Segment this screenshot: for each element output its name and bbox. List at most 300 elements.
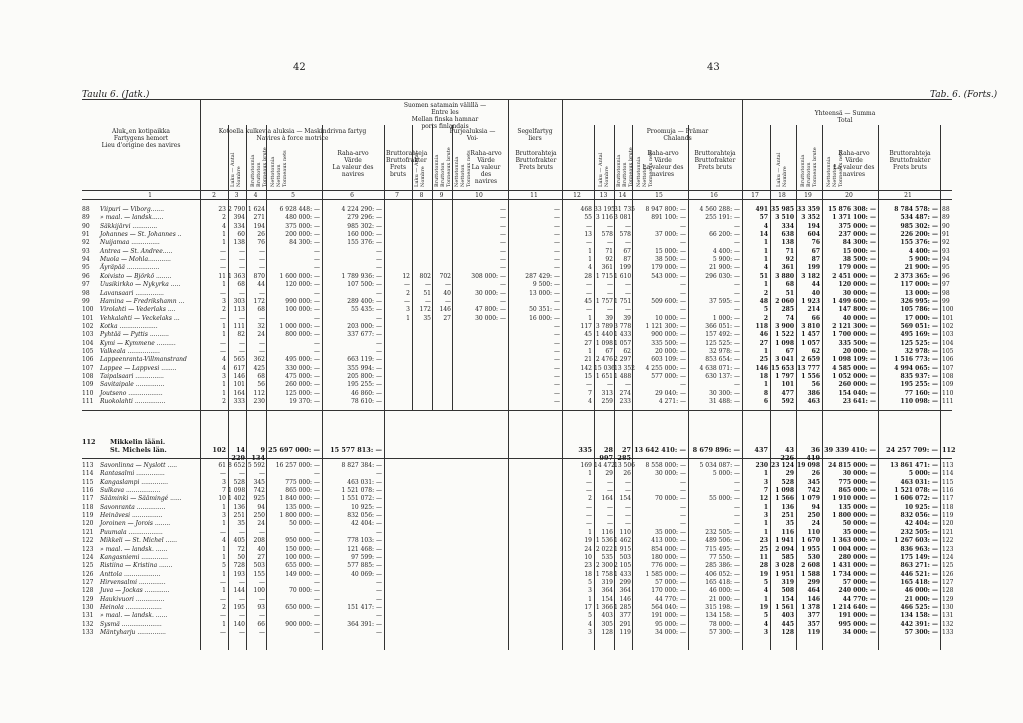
- row-number-end: 124: [942, 553, 954, 561]
- place-name: Hirvensalmi ..............: [100, 578, 166, 586]
- cell-c5: —: [314, 612, 320, 620]
- place-name: Virolahti — Vederlaks ....: [100, 306, 176, 314]
- cell-c3: 405: [233, 537, 245, 545]
- cell-c19: 3 182: [801, 272, 820, 280]
- header-count-sail: Luku — Antal Nombre: [414, 152, 426, 187]
- cell-c12: —: [586, 289, 592, 297]
- place-name: Uusikirkko — Nykyrka .....: [100, 281, 181, 289]
- cell-c4: —: [259, 612, 265, 620]
- section-c21: 24 257 709: —: [886, 446, 938, 454]
- row-number-end: 93: [942, 247, 950, 255]
- cell-c12: 4: [588, 398, 592, 406]
- cell-c5: 1 600 000: —: [279, 272, 320, 280]
- cell-c19: 386: [807, 389, 820, 397]
- cell-c13: 305: [601, 620, 613, 628]
- cell-c10: —: [500, 214, 506, 222]
- cell-c6: 121 468: —: [347, 545, 382, 553]
- cell-c15: —: [680, 512, 686, 520]
- cell-c17: 4: [763, 620, 768, 628]
- cell-c13: 2 300: [595, 562, 613, 570]
- cell-c13: 578: [601, 231, 613, 239]
- cell-c2: 61: [218, 462, 226, 469]
- cell-c5: 480 000: —: [285, 214, 320, 222]
- cell-c5: 200 000: —: [285, 231, 320, 239]
- table-row: [0, 231, 1023, 239]
- row-number: 118: [82, 503, 94, 511]
- cell-c16: 255 191: —: [705, 214, 740, 222]
- cell-c14: 87: [623, 256, 631, 264]
- cell-c16: 125 525: —: [705, 339, 740, 347]
- cell-c19: 13 777: [797, 364, 820, 372]
- cell-c19: 3 810: [801, 322, 820, 330]
- cell-c21: 226 200: —: [900, 231, 938, 239]
- cell-c3: 138: [233, 239, 245, 247]
- place-name: Joroinen — Jorois ........: [100, 520, 171, 528]
- cell-c4: 5 592: [247, 462, 265, 469]
- place-name: Kangaslampi ..............: [100, 478, 168, 486]
- cell-c11: 50 351: —: [529, 306, 560, 314]
- cell-c17: 4: [763, 222, 768, 230]
- cell-c18: 35 985: [771, 206, 794, 213]
- cell-c3: 728: [233, 562, 245, 570]
- cell-c17: 1: [763, 347, 768, 355]
- column-number: 16: [710, 192, 718, 199]
- place-name: Vehkalahti — Veckelaks ...: [100, 314, 180, 322]
- cell-c17: 28: [759, 562, 768, 570]
- cell-c20: 35 000: —: [842, 528, 876, 536]
- cell-c15: —: [680, 306, 686, 314]
- table-row: [0, 398, 1023, 406]
- row-number: 125: [82, 562, 94, 570]
- row-number-end: 120: [942, 520, 954, 528]
- cell-c20: 15 876 308: —: [828, 206, 876, 213]
- cell-c2: 5: [222, 562, 226, 570]
- cell-c14: 31 735: [614, 206, 635, 213]
- cell-c5: 1 840 000: —: [279, 495, 320, 503]
- cell-c14: 578: [619, 231, 631, 239]
- cell-c15: 603 109: —: [651, 356, 686, 364]
- cell-c3: 50: [237, 553, 245, 561]
- cell-c3: —: [239, 314, 245, 322]
- table-row: [0, 390, 1023, 398]
- section-number: 112: [82, 438, 96, 446]
- cell-c21: 1 516 773: —: [894, 356, 938, 364]
- cell-c3: 1 363: [228, 272, 246, 280]
- cell-c18: 1 561: [775, 603, 794, 611]
- row-number: 121: [82, 528, 94, 536]
- cell-c19: 742: [807, 487, 820, 495]
- header-freight-barge: Bruttorahteja Bruttofrakter Frets bruts: [694, 150, 736, 171]
- cell-c6: 55 435: —: [351, 306, 382, 314]
- cell-c21: 836 963: —: [900, 545, 938, 553]
- cell-c19: 604: [807, 231, 820, 239]
- cell-c2: 10: [218, 495, 226, 503]
- cell-c14: —: [625, 512, 631, 520]
- cell-c12: 45: [584, 331, 592, 339]
- place-name: Johannes — St. Johannes ..: [100, 231, 182, 239]
- cell-c2: 1: [222, 231, 226, 239]
- cell-c13: 1 536: [595, 537, 613, 545]
- place-name: Mikkeli — St. Michel ......: [100, 537, 177, 545]
- cell-c20: 2 451 000: —: [832, 272, 876, 280]
- place-name: Kotka ....................: [100, 322, 158, 330]
- cell-c5: 150 000: —: [285, 545, 320, 553]
- cell-c16: 165 418: —: [705, 578, 740, 586]
- cell-c7: 1: [406, 314, 410, 322]
- row-number-end: 123: [942, 545, 954, 553]
- cell-c19: 530: [807, 553, 820, 561]
- cell-c15: 8 558 000: —: [645, 462, 686, 469]
- table-row: [0, 206, 1023, 214]
- row-number: 113: [82, 462, 94, 469]
- cell-c12: 1: [588, 247, 592, 255]
- cell-c21: 863 271: —: [900, 562, 938, 570]
- cell-c4: 94: [257, 503, 265, 511]
- cell-c12: —: [586, 520, 592, 528]
- cell-c2: 3: [222, 478, 226, 486]
- table-row: [0, 495, 1023, 503]
- cell-c3: 164: [233, 389, 245, 397]
- cell-c14: 146: [619, 595, 631, 603]
- row-number: 90: [82, 222, 90, 230]
- place-name: Sulkava ..................: [100, 487, 161, 495]
- cell-c12: 1: [588, 256, 592, 264]
- cell-c19: 62: [811, 347, 820, 355]
- cell-c21: 21 900: —: [904, 264, 938, 272]
- table-row: [0, 596, 1023, 604]
- cell-c19: 194: [807, 222, 820, 230]
- cell-c13: 2 022: [595, 545, 613, 553]
- header-value: Raha-arvo Värde La valeur des navires: [332, 150, 374, 178]
- place-name: Kangasniemi ..............: [100, 553, 168, 561]
- cell-c19: 76: [811, 239, 820, 247]
- cell-c4: —: [259, 578, 265, 586]
- place-name: Kymi — Kymmene ..........: [100, 339, 176, 347]
- cell-c17: 51: [759, 272, 768, 280]
- cell-c12: 13: [584, 231, 592, 239]
- cell-c6: 663 119: —: [347, 356, 382, 364]
- place-name: Sääminki — Säämingé ......: [100, 495, 182, 503]
- cell-c15: 35 000: —: [655, 528, 686, 536]
- row-number-end: 114: [942, 470, 954, 478]
- row-number-end: 107: [942, 364, 954, 372]
- cell-c5: 135 000: —: [285, 503, 320, 511]
- place-name: Savonlinna — Nyslott .....: [100, 462, 178, 469]
- cell-c15: —: [680, 239, 686, 247]
- cell-c3: 72: [237, 545, 245, 553]
- cell-c4: 155: [253, 570, 265, 578]
- row-number: 111: [82, 398, 94, 406]
- cell-c9: 40: [443, 289, 451, 297]
- cell-c21: 5 900: —: [908, 256, 938, 264]
- cell-c20: 865 000: —: [838, 487, 876, 495]
- place-name: Heinävesi ................: [100, 512, 163, 520]
- row-number-end: 97: [942, 281, 950, 289]
- cell-c2: —: [220, 339, 226, 347]
- cell-c13: 15 036: [594, 364, 615, 372]
- cell-c14: 291: [619, 620, 631, 628]
- cell-c21: 8 784 578: —: [894, 206, 938, 213]
- cell-c13: —: [607, 239, 613, 247]
- cell-c13: 164: [601, 495, 613, 503]
- cell-c21: 832 056: —: [900, 512, 938, 520]
- cell-c3: 394: [233, 214, 245, 222]
- cell-c19: 345: [807, 478, 820, 486]
- cell-c2: 1: [222, 503, 226, 511]
- cell-c18: 3 510: [775, 214, 794, 222]
- cell-c5: 650 000: —: [285, 603, 320, 611]
- cell-c15: 37 000: —: [655, 231, 686, 239]
- cell-c20: 995 000: —: [838, 620, 876, 628]
- cell-c4: 68: [257, 373, 265, 380]
- cell-c20: 1 431 000: —: [832, 562, 876, 570]
- cell-c20: 179 000: —: [838, 264, 876, 272]
- cell-c17: 48: [759, 297, 768, 305]
- table-row: [0, 520, 1023, 528]
- cell-c2: —: [220, 595, 226, 603]
- cell-c18: 319: [781, 578, 794, 586]
- cell-c6: 78 610: —: [351, 398, 382, 406]
- table-row: [0, 571, 1023, 579]
- row-number-end: 90: [942, 222, 950, 230]
- cell-c16: 285 386: —: [705, 562, 740, 570]
- cell-c21: 155 376: —: [900, 239, 938, 247]
- cell-c5: —: [314, 595, 320, 603]
- cell-c14: 39: [623, 314, 631, 322]
- cell-c5: —: [314, 256, 320, 264]
- cell-c21: 4 994 065: —: [894, 364, 938, 372]
- cell-c14: 2 297: [614, 356, 632, 364]
- cell-c2: 1: [222, 553, 226, 561]
- cell-c2: —: [220, 256, 226, 264]
- cell-c20: 57 000: —: [842, 578, 876, 586]
- place-name: Haukivuori ...............: [100, 595, 165, 603]
- row-number-end: 109: [942, 381, 954, 389]
- row-number: 124: [82, 553, 94, 561]
- cell-c6: 155 376: —: [347, 239, 382, 247]
- cell-c12: 468: [580, 206, 592, 213]
- cell-c13: 364: [601, 587, 613, 595]
- cell-c19: 119: [807, 629, 820, 636]
- cell-c16: 30 300: —: [709, 389, 740, 397]
- header-freight: Bruttorahteja Bruttofrakter Frets bruts: [386, 150, 428, 178]
- cell-c6: 8 827 384: —: [341, 462, 382, 469]
- cell-c8: 172: [419, 306, 431, 314]
- cell-c20: 1 363 000: —: [832, 537, 876, 545]
- cell-c4: 76: [257, 239, 265, 247]
- row-number: 116: [82, 487, 94, 495]
- cell-c5: 1 800 000: —: [279, 512, 320, 520]
- cell-c21: 42 404: —: [904, 520, 938, 528]
- cell-c3: —: [239, 578, 245, 586]
- cell-c6: —: [376, 339, 382, 347]
- table-row: [0, 264, 1023, 272]
- cell-c20: 260 000: —: [838, 381, 876, 389]
- cell-c20: 24 815 000: —: [828, 462, 876, 469]
- cell-c16: —: [734, 306, 740, 314]
- cell-c17: 1: [763, 520, 768, 528]
- cell-c18: 128: [781, 629, 794, 636]
- cell-c14: 364: [619, 587, 631, 595]
- row-number-end: 127: [942, 578, 954, 586]
- cell-c16: 366 051: —: [705, 322, 740, 330]
- cell-c20: 44 770: —: [842, 595, 876, 603]
- cell-c5: 16 257 000: —: [275, 462, 320, 469]
- column-number: 3: [234, 192, 239, 199]
- section-c5: 25 697 000: —: [268, 446, 320, 454]
- table-row: [0, 562, 1023, 570]
- cell-c18: 585: [781, 553, 794, 561]
- cell-c17: 19: [759, 603, 768, 611]
- cell-c14: —: [625, 520, 631, 528]
- cell-c6: —: [376, 264, 382, 272]
- cell-c20: 191 000: —: [838, 612, 876, 620]
- table-title-left: Taulu 6. (Jatk.): [82, 90, 150, 100]
- cell-c12: —: [586, 306, 592, 314]
- cell-c4: —: [259, 339, 265, 347]
- cell-c15: 1 121 300: —: [645, 322, 686, 330]
- table-row: [0, 462, 1023, 470]
- cell-c16: 37 595: —: [709, 297, 740, 305]
- row-number: 126: [82, 570, 94, 578]
- place-name: Valkeala .................: [100, 347, 160, 355]
- cell-c2: 1: [222, 381, 226, 389]
- cell-c5: 1 000 000: —: [279, 322, 320, 330]
- cell-c15: 577 000: —: [651, 373, 686, 380]
- cell-c14: 3 778: [614, 322, 632, 330]
- cell-c18: 1 797: [775, 373, 794, 380]
- cell-c20: 15 000: —: [842, 247, 876, 255]
- cell-c17: 18: [759, 373, 768, 380]
- cell-c16: 134 158: —: [705, 612, 740, 620]
- cell-c4: 250: [253, 512, 265, 520]
- cell-c13: 116: [601, 528, 613, 536]
- cell-c18: 29: [785, 470, 794, 478]
- cell-c2: 4: [222, 364, 226, 372]
- cell-c2: 1: [222, 587, 226, 595]
- cell-c6: —: [376, 587, 382, 595]
- cell-c13: 39: [605, 314, 613, 322]
- cell-c21: 463 031: —: [900, 478, 938, 486]
- cell-c5: 800 000: —: [285, 331, 320, 339]
- place-name: Viipuri — Viborg.......: [100, 206, 165, 213]
- column-number: 7: [395, 192, 399, 199]
- cell-c3: —: [239, 289, 245, 297]
- row-number-end: 130: [942, 603, 954, 611]
- cell-c8: 35: [423, 314, 431, 322]
- cell-c21: 125 525: —: [900, 339, 938, 347]
- cell-c6: 778 103: —: [347, 537, 382, 545]
- cell-c9: —: [445, 281, 451, 289]
- cell-c20: 2 121 300: —: [832, 322, 876, 330]
- cell-c11: —: [554, 389, 560, 397]
- cell-c15: —: [680, 281, 686, 289]
- cell-c12: 55: [584, 214, 592, 222]
- cell-c14: 67: [623, 247, 631, 255]
- cell-c14: 1 610: [614, 272, 632, 280]
- cell-c20: 30 000: —: [842, 470, 876, 478]
- cell-c12: —: [586, 478, 592, 486]
- cell-c16: 46 000: —: [709, 587, 740, 595]
- cell-c4: 44: [257, 281, 265, 289]
- cell-c3: —: [239, 256, 245, 264]
- cell-c20: 154 040: —: [838, 389, 876, 397]
- cell-c15: 10 000: —: [655, 314, 686, 322]
- cell-c13: 2 476: [595, 356, 613, 364]
- cell-c20: 135 000: —: [838, 503, 876, 511]
- row-number-end: 95: [942, 264, 950, 272]
- cell-c17: 230: [755, 462, 768, 469]
- header-barges: Proomuja — Prämar Chalands: [646, 128, 709, 142]
- cell-c5: 70 000: —: [289, 587, 320, 595]
- column-number: 9: [439, 192, 444, 199]
- cell-c9: 27: [443, 314, 451, 322]
- cell-c18: 508: [781, 587, 794, 595]
- section-c12: 335: [578, 446, 592, 454]
- cell-c2: —: [220, 347, 226, 355]
- cell-c12: 1: [588, 595, 592, 603]
- cell-c11: —: [554, 339, 560, 347]
- cell-c19: 1 457: [801, 331, 820, 339]
- cell-c8: 51: [423, 289, 431, 297]
- cell-c6: —: [376, 314, 382, 322]
- cell-c4: 27: [257, 553, 265, 561]
- cell-c17: 14: [759, 231, 768, 239]
- cell-c5: —: [314, 247, 320, 255]
- cell-c3: 1 402: [228, 495, 246, 503]
- cell-c18: 35: [785, 520, 794, 528]
- cell-c12: 5: [588, 612, 592, 620]
- cell-c11: —: [554, 214, 560, 222]
- cell-c12: 1: [588, 314, 592, 322]
- cell-c16: —: [734, 520, 740, 528]
- cell-c12: 24: [584, 545, 592, 553]
- cell-c4: 112: [253, 389, 265, 397]
- cell-c21: 32 978: —: [904, 347, 938, 355]
- cell-c17: 1: [763, 281, 768, 289]
- page-number-left: 42: [293, 62, 306, 73]
- cell-c3: —: [239, 528, 245, 536]
- cell-c14: —: [625, 222, 631, 230]
- cell-c11: —: [554, 322, 560, 330]
- cell-c4: 194: [253, 222, 265, 230]
- cell-c12: 169: [580, 462, 592, 469]
- cell-c2: —: [220, 629, 226, 636]
- cell-c16: 55 000: —: [709, 495, 740, 503]
- cell-c11: —: [554, 222, 560, 230]
- cell-c13: —: [607, 281, 613, 289]
- cell-c19: 463: [807, 398, 820, 406]
- cell-c4: 172: [253, 297, 265, 305]
- cell-c3: 528: [233, 478, 245, 486]
- section-c4: 9 134: [251, 446, 265, 462]
- cell-c6: 1 551 072: —: [341, 495, 382, 503]
- cell-c6: 160 000: —: [347, 231, 382, 239]
- cell-c13: 92: [605, 256, 613, 264]
- row-number-end: 128: [942, 587, 954, 595]
- cell-c7: 2: [406, 289, 410, 297]
- row-number: 89: [82, 214, 90, 222]
- header-motor-vessels: Kotoella kulkevia aluksia — Maskindrivna fartyg Navires à force motrice: [218, 128, 367, 142]
- section-c18: 43 226: [780, 446, 794, 462]
- cell-c6: 203 000: —: [347, 322, 382, 330]
- cell-c5: 260 000: —: [285, 381, 320, 389]
- cell-c11: 13 000: —: [529, 289, 560, 297]
- cell-c20: 1 910 000: —: [832, 495, 876, 503]
- place-name: Muola — Mohla............: [100, 256, 171, 264]
- table-row: [0, 546, 1023, 554]
- row-number: 102: [82, 322, 94, 330]
